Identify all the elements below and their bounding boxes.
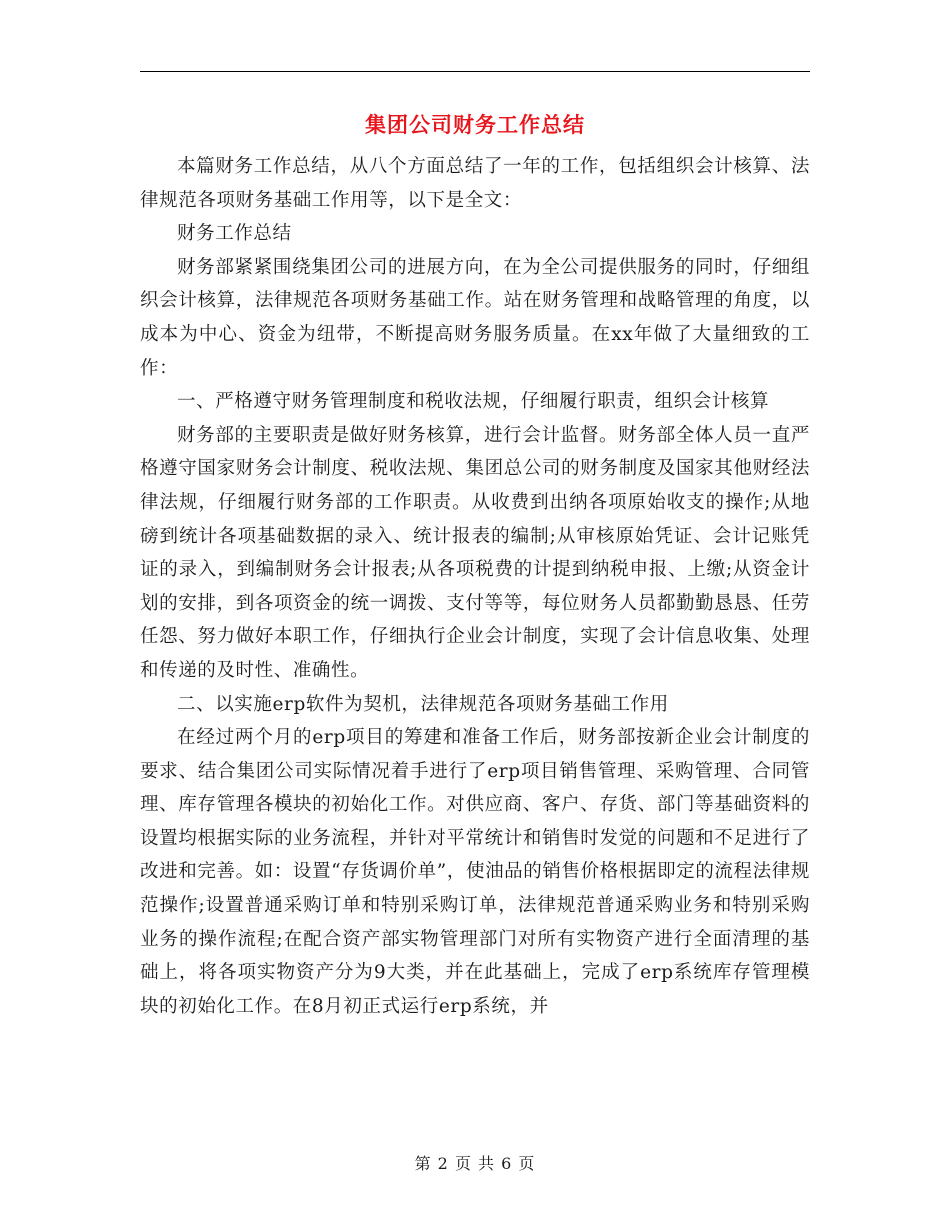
section-heading-2: 二、以实施erp软件为契机，法律规范各项财务基础工作用: [177, 693, 669, 715]
document-body: [140, 150, 810, 1023]
paragraph-section-1: 财务部的主要职责是做好财务核算，进行会计监督。财务部全体人员一直严格遵守国家财务会计制度、税收法规、集团总公司的财务制度及国家其他财经法律法规，仔细履行财务部的工作职责。从收费到出纳各项原始收支的操作;从地磅到统计各项基础数据的录入、统计报表的编制;从审核原始凭证、会计记账凭证的录入，到编制财务会计报表;从各项税费的计提到纳税申报、上缴;从资金计划的安排，到各项资金的统一调拨、支付等等，每位财务人员都勤勤恳恳、任劳任怨、努力做好本职工作，仔细执行企业会计制度，实现了会计信息收集、处理和传递的及时性、准确性。: [140, 424, 810, 681]
document-title: 集团公司财务工作总结: [365, 112, 585, 137]
header-rule: [140, 71, 810, 72]
paragraph-section-2: 在经过两个月的erp项目的筹建和准备工作后，财务部按新企业会计制度的要求、结合集团公司实际情况着手进行了erp项目销售管理、采购管理、合同管理、库存管理各模块的初始化工作。对供应商、客户、存货、部门等基础资料的设置均根据实际的业务流程，并针对平常统计和销售时发觉的问题和不足进行了改进和完善。如：设置“存货调价单”，使油品的销售价格根据即定的流程法律规范操作;设置普通采购订单和特别采购订单，法律规范普通采购业务和特别采购业务的操作流程;在配合资产部实物管理部门对所有实物资产进行全面清理的基础上，将各项实物资产分为9大类，并在此基础上，完成了erp系统库存管理模块的初始化工作。在8月初正式运行erp系统，并: [140, 727, 810, 1017]
page-number-footer: 第 2 页 共 6 页: [414, 1154, 536, 1173]
paragraph-subtitle: 财务工作总结: [177, 223, 292, 245]
paragraph-intro: 本篇财务工作总结，从八个方面总结了一年的工作，包括组织会计核算、法律规范各项财务基础工作用等，以下是全文：: [140, 156, 810, 211]
paragraph-overview: 财务部紧紧围绕集团公司的进展方向，在为全公司提供服务的同时，仔细组织会计核算，法律规范各项财务基础工作。站在财务管理和战略管理的角度，以成本为中心、资金为纽带，不断提高财务服务质量。在xx年做了大量细致的工作：: [140, 256, 810, 379]
section-heading-1: 一、严格遵守财务管理制度和税收法规，仔细履行职责，组织会计核算: [177, 391, 770, 413]
